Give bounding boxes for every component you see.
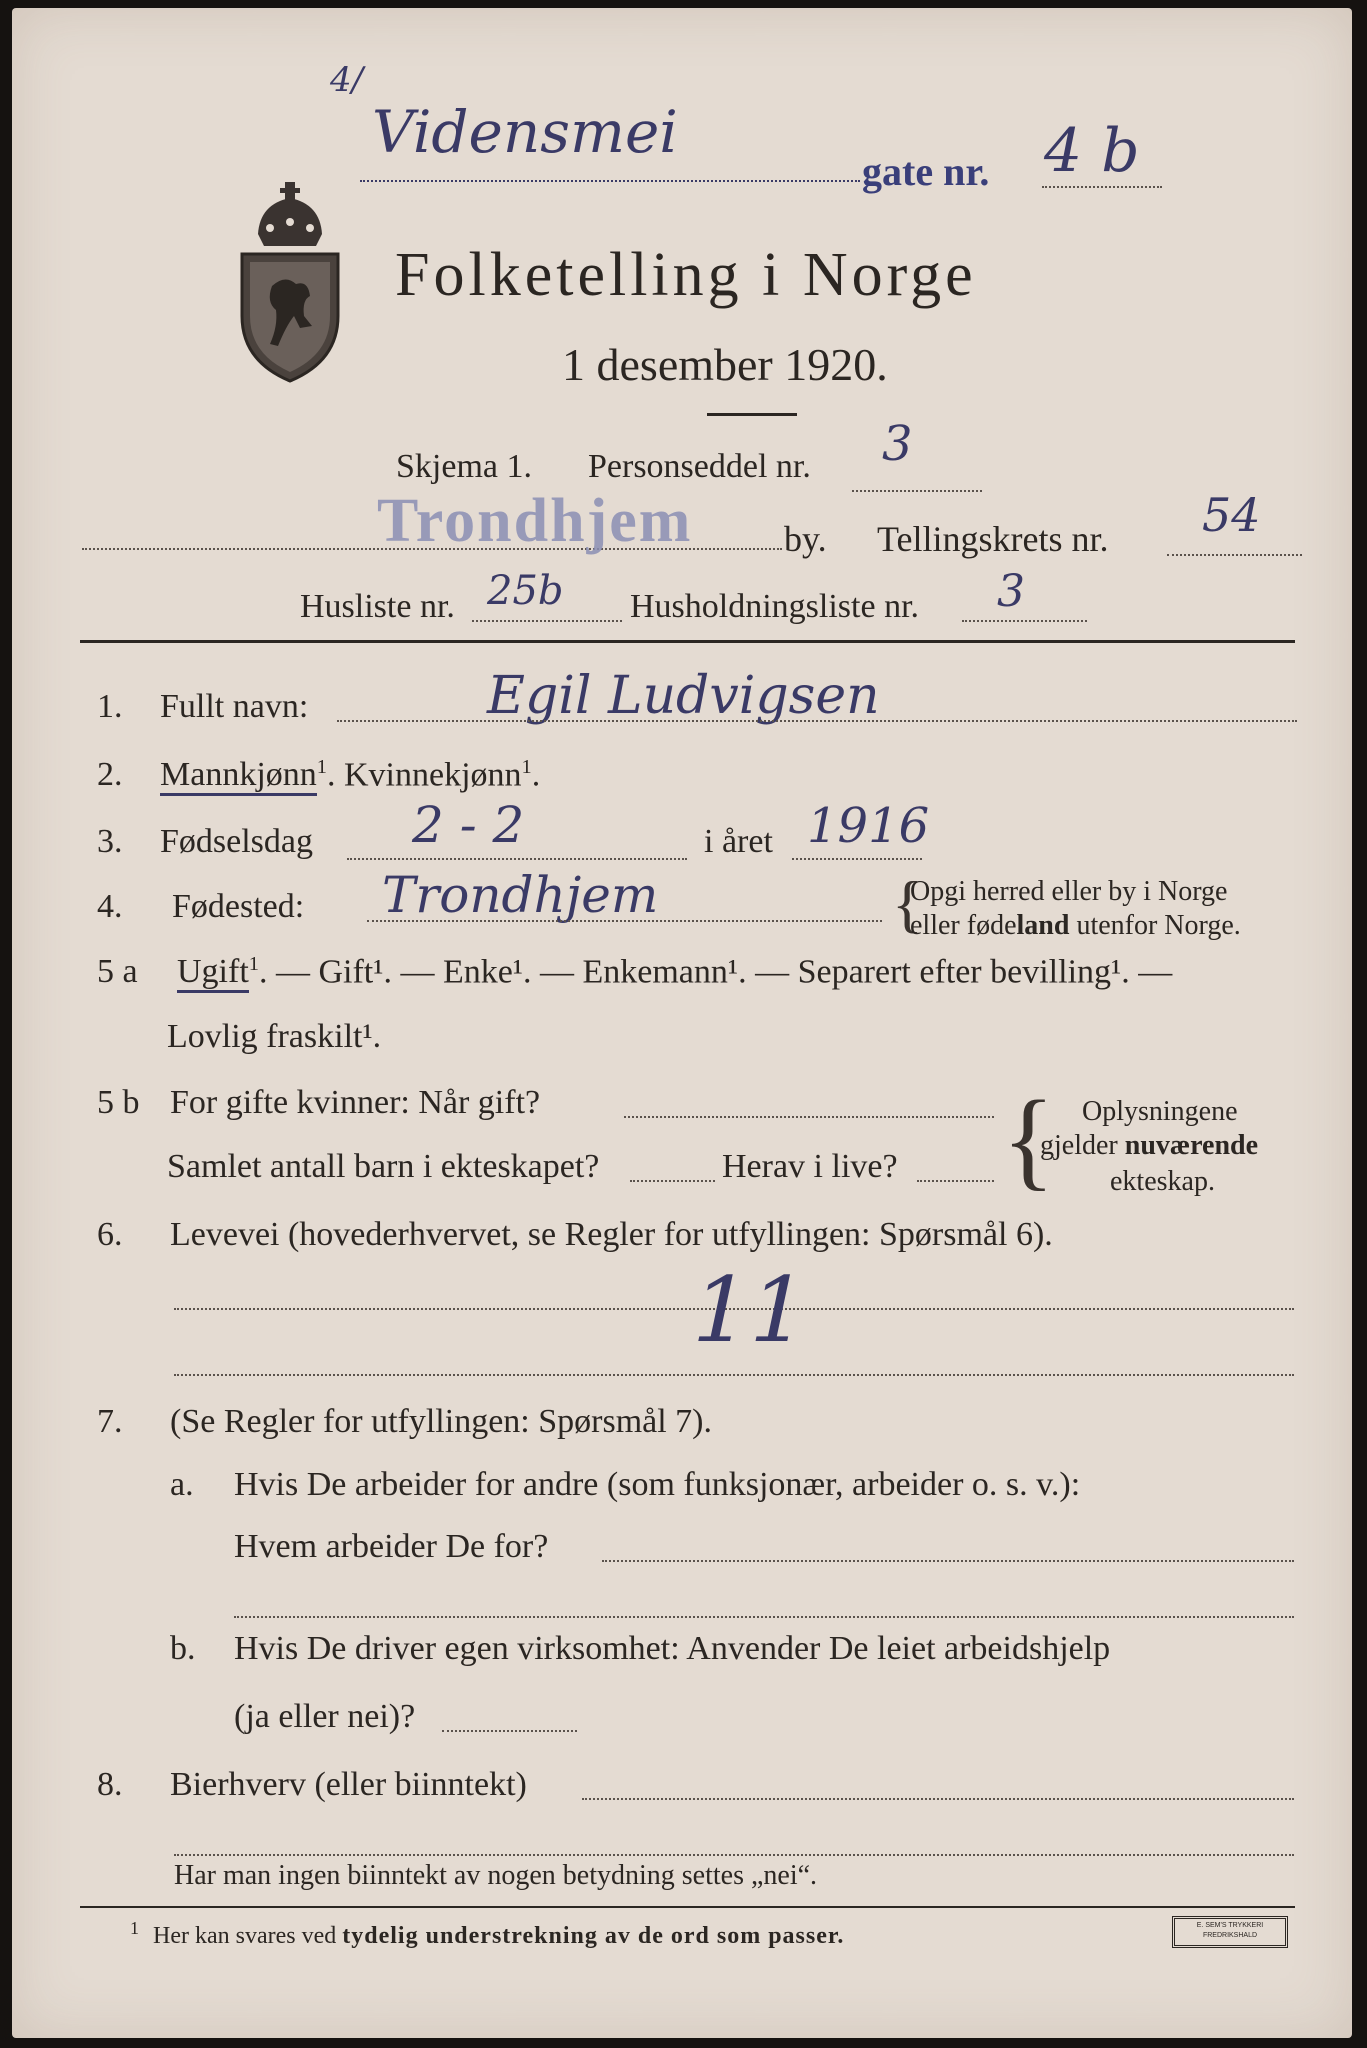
q3-number: 3. xyxy=(97,823,123,860)
q7b-line1: Hvis De driver egen virksomhet: Anvender De leiet arbeidshjelp xyxy=(234,1630,1111,1667)
norwegian-coat-of-arms-icon xyxy=(230,176,350,386)
q3-year-dotted-line xyxy=(792,858,922,860)
q6-label: Levevei (hovederhvervet, se Regler for utfyllingen: Spørsmål 6). xyxy=(170,1216,1053,1253)
title-divider xyxy=(707,413,797,416)
header-divider xyxy=(80,640,1295,643)
q6-number: 6. xyxy=(97,1216,123,1253)
husliste-dotted-line xyxy=(472,620,622,622)
census-form-page xyxy=(12,8,1352,2038)
printer-name: E. SEM'S TRYKKERI xyxy=(1196,1922,1264,1929)
form-title: Folketelling i Norge xyxy=(395,241,977,309)
q4-note-line2: eller fødeland utenfor Norge. xyxy=(910,910,1241,941)
q5b-number: 5 b xyxy=(97,1084,140,1121)
q8-dotted-line-2 xyxy=(174,1854,1294,1856)
q5a-options: Ugift$^1$. — Gift¹. — Enke¹. — Enkemann¹. — Separert efter bevilling¹. — xyxy=(177,953,1172,991)
q7a-letter: a. xyxy=(170,1466,194,1503)
q3-label: Fødselsdag xyxy=(160,823,313,860)
husliste-value: 25b xyxy=(487,568,564,614)
q4-birthplace: Trondhjem xyxy=(382,866,659,924)
tellingskrets-value: 54 xyxy=(1202,488,1261,542)
city-stamp: Trondhjem xyxy=(377,487,693,555)
q6-occupation-mark: 11 xyxy=(680,1258,818,1363)
q8-dotted-line-1 xyxy=(582,1798,1294,1800)
gate-dotted-line xyxy=(1042,186,1162,188)
q2-mannkjonn: Mannkjønn xyxy=(160,756,317,796)
q5b-alive-dotted-line xyxy=(917,1180,994,1182)
q4-note-line1: Opgi herred eller by i Norge xyxy=(910,876,1228,907)
form-date: 1 desember 1920. xyxy=(562,339,888,390)
q5b-married-dotted-line xyxy=(624,1116,994,1118)
q7-label: (Se Regler for utfyllingen: Spørsmål 7). xyxy=(170,1403,713,1440)
q7b-line2: (ja eller nei)? xyxy=(234,1698,416,1735)
q8-number: 8. xyxy=(97,1766,123,1803)
q7b-letter: b. xyxy=(170,1630,196,1667)
q5a-ugift: Ugift xyxy=(177,953,249,993)
q5b-note-line3: ekteskap. xyxy=(1110,1166,1215,1197)
footnote-number: 1 xyxy=(130,1918,139,1938)
q2-kvinnekjonn: Kvinnekjønn xyxy=(343,756,522,794)
q7b-dotted-line xyxy=(442,1730,577,1732)
husholdning-dotted-line xyxy=(962,620,1087,622)
tellingskrets-dotted-line xyxy=(1167,554,1302,556)
q8-label: Bierhverv (eller biinntekt) xyxy=(170,1766,527,1803)
gate-number: 4 b xyxy=(1044,116,1140,186)
by-label: by. xyxy=(784,519,827,559)
q5b-note-line2: gjelder nuværende xyxy=(1040,1130,1259,1161)
personseddel-dotted-line xyxy=(852,490,982,492)
q7a-line2: Hvem arbeider De for? xyxy=(234,1528,549,1565)
tellingskrets-label: Tellingskrets nr. xyxy=(877,519,1109,559)
q6-dotted-line-2 xyxy=(174,1374,1294,1376)
footnote: $^1$ Her kan svares ved tydelig understrekning av de ord som passer. xyxy=(130,1918,845,1949)
street-name: Vidensmei xyxy=(372,98,678,166)
q5a-line2: Lovlig fraskilt¹. xyxy=(167,1018,382,1055)
q4-number: 4. xyxy=(97,888,123,925)
q7a-dotted-line-1 xyxy=(602,1560,1294,1562)
q1-number: 1. xyxy=(97,688,123,725)
street-dotted-line xyxy=(360,180,860,182)
skjema-label: Skjema 1. xyxy=(396,448,532,485)
q5b-children-total: Samlet antall barn i ekteskapet? xyxy=(167,1148,600,1185)
footnote-rule xyxy=(80,1906,1295,1908)
q2-number: 2. xyxy=(97,756,123,793)
q1-label: Fullt navn: xyxy=(160,688,309,725)
printer-town: FREDRIKSHALD xyxy=(1202,1932,1258,1939)
q4-dotted-line xyxy=(367,920,882,922)
q2-options: Mannkjønn$^1$. Kvinnekjønn$^1$. xyxy=(160,756,540,794)
personseddel-label: Personseddel nr. xyxy=(588,448,811,485)
gate-label: gate nr. xyxy=(862,149,990,194)
q4-note-bracket: { xyxy=(892,868,923,939)
printer-mark xyxy=(1172,1916,1288,1948)
q4-label: Fødested: xyxy=(172,888,305,925)
q5b-children-alive: Herav i live? xyxy=(722,1148,898,1185)
footer-note: Har man ingen biinntekt av nogen betydning settes „nei“. xyxy=(174,1860,818,1891)
q5a-number: 5 a xyxy=(97,953,138,990)
q7-number: 7. xyxy=(97,1403,123,1440)
q3-birth-year: 1916 xyxy=(807,798,930,854)
q7a-dotted-line-2 xyxy=(234,1616,1294,1618)
husholdning-value: 3 xyxy=(997,566,1025,617)
husliste-label: Husliste nr. xyxy=(300,588,455,625)
q3-year-label: i året xyxy=(704,823,773,860)
personseddel-value: 3 xyxy=(882,416,913,472)
q7a-line1: Hvis De arbeider for andre (som funksjonær, arbeider o. s. v.): xyxy=(234,1466,1081,1503)
street-prefix: 4/ xyxy=(330,60,364,100)
husholdning-label: Husholdningsliste nr. xyxy=(630,588,920,625)
q3-dotted-line xyxy=(347,858,687,860)
q1-full-name: Egil Ludvigsen xyxy=(487,666,880,726)
q5b-children-dotted-line xyxy=(630,1180,715,1182)
q5b-note-line1: Oplysningene xyxy=(1082,1096,1238,1127)
q1-dotted-line xyxy=(337,720,1297,722)
q3-birth-date: 2 - 2 xyxy=(412,796,525,854)
q5b-note-bracket: { xyxy=(1002,1078,1055,1200)
q5b-married-when: For gifte kvinner: Når gift? xyxy=(170,1084,541,1121)
